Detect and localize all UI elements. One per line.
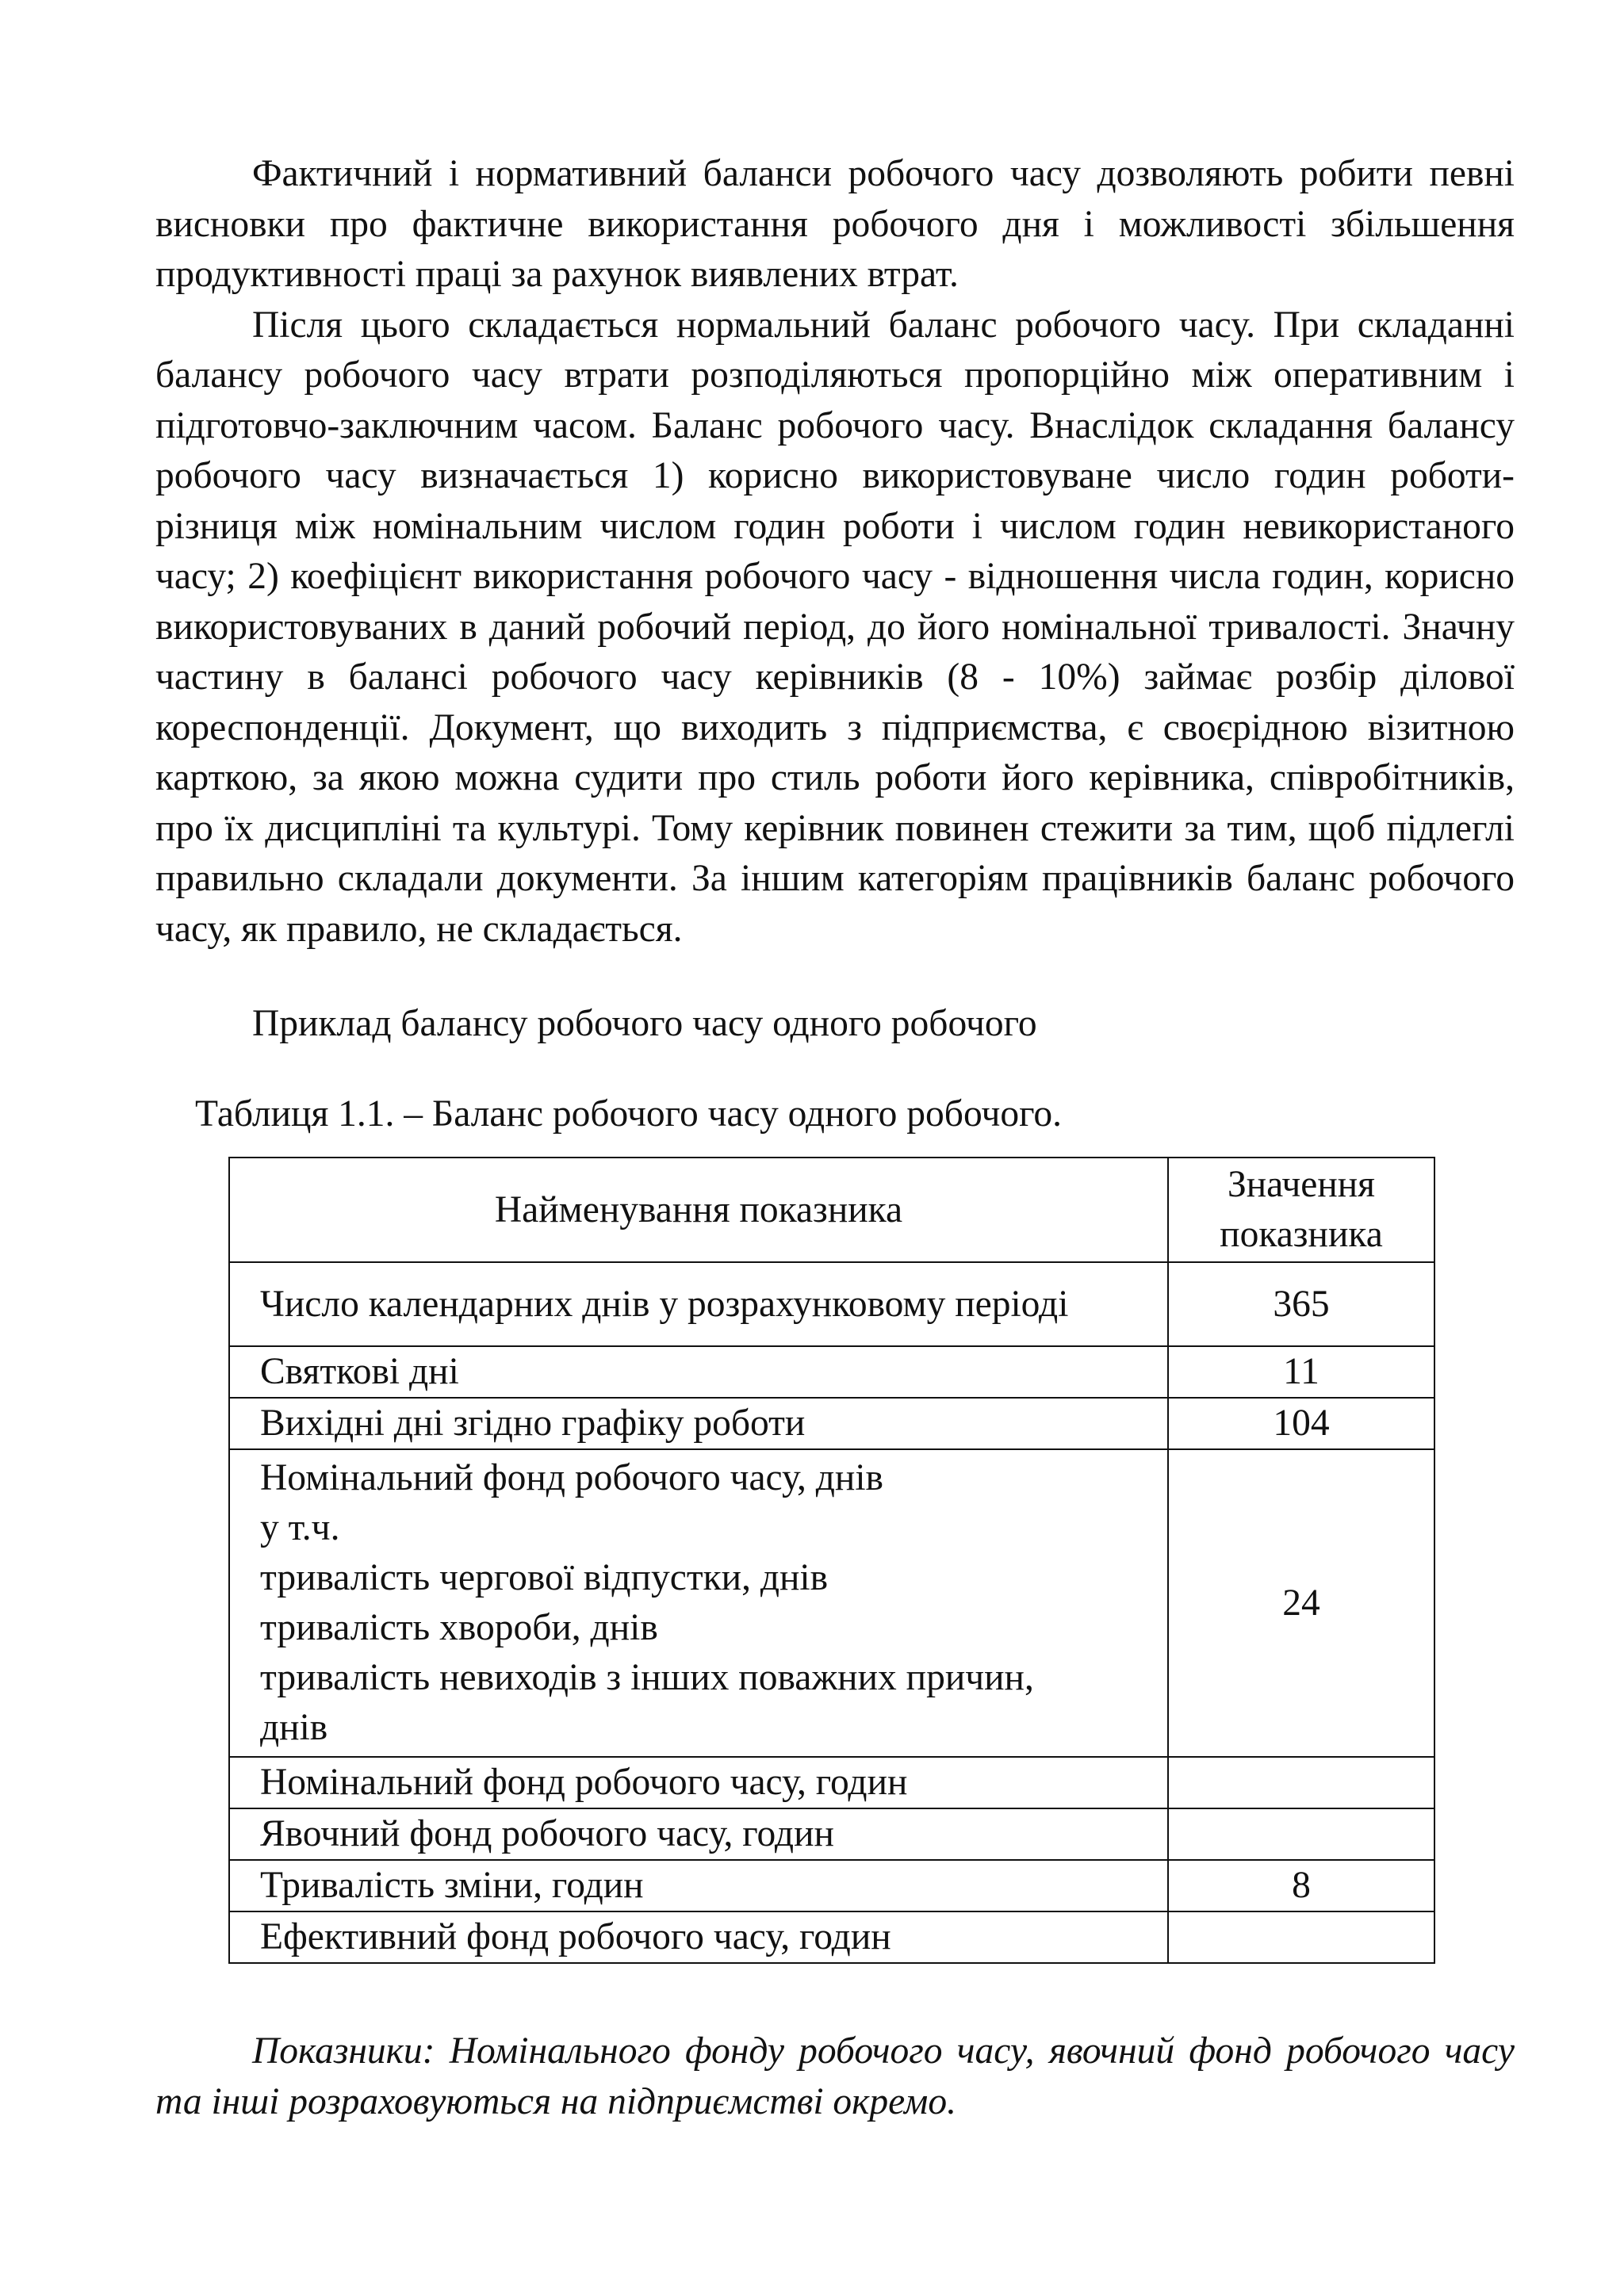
row-value-cell: 24 bbox=[1168, 1449, 1434, 1757]
row-name-cell: Вихідні дні згідно графіку роботи bbox=[229, 1398, 1168, 1449]
row-value-cell bbox=[1168, 1808, 1434, 1860]
example-heading: Приклад балансу робочого часу одного робочого bbox=[252, 1003, 1037, 1044]
paragraph-1: Фактичний і нормативний баланси робочого часу дозволяють робити певні висновки про фактичне використання робочого дня і можливості збільшення продуктивності праці за рахунок виявлених втрат. bbox=[155, 153, 1515, 295]
table-row bbox=[229, 1808, 1434, 1860]
row-name-cell bbox=[229, 1449, 1168, 1757]
table-row bbox=[229, 1262, 1434, 1346]
row-line: у т.ч. bbox=[260, 1507, 340, 1548]
document-page bbox=[155, 149, 1515, 2127]
table-caption: Таблиця 1.1. – Баланс робочого часу одного робочого. bbox=[195, 1093, 1063, 1135]
row-value-cell: 104 bbox=[1168, 1398, 1434, 1449]
row-value-cell: 8 bbox=[1168, 1860, 1434, 1911]
row-name-cell: Тривалість зміни, годин bbox=[229, 1860, 1168, 1911]
note-italic: Показники: Номінального фонду робочого часу, явочний фонд робочого часу та інші розраховуються на підприємстві окремо. bbox=[155, 2030, 1515, 2122]
row-name-cell: Ефективний фонд робочого часу, годин bbox=[229, 1911, 1168, 1963]
header-name-cell: Найменування показника bbox=[229, 1158, 1168, 1262]
row-name-cell: Святкові дні bbox=[229, 1346, 1168, 1398]
row-value-cell bbox=[1168, 1911, 1434, 1963]
table-row bbox=[229, 1860, 1434, 1911]
row-value-cell bbox=[1168, 1757, 1434, 1808]
table-header-row bbox=[229, 1158, 1434, 1262]
table-row bbox=[229, 1757, 1434, 1808]
row-name-cell: Явочний фонд робочого часу, годин bbox=[229, 1808, 1168, 1860]
row-value-cell: 365 bbox=[1168, 1262, 1434, 1346]
row-line: тривалість хвороби, днів bbox=[260, 1607, 658, 1648]
row-line: тривалість чергової відпустки, днів bbox=[260, 1557, 829, 1598]
row-name-cell: Число календарних днів у розрахунковому періоді bbox=[229, 1262, 1168, 1346]
table-row bbox=[229, 1449, 1434, 1757]
row-value-cell: 11 bbox=[1168, 1346, 1434, 1398]
row-line: тривалість невиходів з інших поважних причин, bbox=[260, 1657, 1034, 1698]
row-name-cell: Номінальний фонд робочого часу, годин bbox=[229, 1757, 1168, 1808]
row-line: днів bbox=[260, 1707, 328, 1748]
header-value-line-1: Значення bbox=[1227, 1164, 1376, 1205]
header-value-cell bbox=[1168, 1158, 1434, 1262]
balance-table bbox=[228, 1157, 1435, 1964]
table-row bbox=[229, 1398, 1434, 1449]
row-line: Номінальний фонд робочого часу, днів bbox=[260, 1457, 883, 1498]
table-row bbox=[229, 1346, 1434, 1398]
paragraph-2: Після цього складається нормальний баланс робочого часу. При складанні балансу робочого часу втрати розподіляються пропорційно між оперативним і підготовчо-заключним часом. Баланс робочого часу. Внаслідок складання балансу робочого часу визначається 1) корисно використовуване число годин роботи-різниця між номінальним числом годин роботи і числом годин невикористаного часу; 2) коефіцієнт використання робочого часу - відношення числа годин, корисно використовуваних в даний робочий період, до його номінальної тривалості. Значну частину в балансі робочого часу керівників (8 - 10%) займає розбір ділової кореспонденції. Документ, що виходить з підприємства, є своєрідною візитною карткою, за якою можна судити про стиль роботи його керівника, співробітників, про їх дисципліні та культурі. Тому керівник повинен стежити за тим, щоб підлеглі правильно складали документи. За іншим категоріям працівників баланс робочого часу, як правило, не складається. bbox=[155, 304, 1515, 950]
header-value-line-2: показника bbox=[1220, 1214, 1383, 1255]
table-row bbox=[229, 1911, 1434, 1963]
